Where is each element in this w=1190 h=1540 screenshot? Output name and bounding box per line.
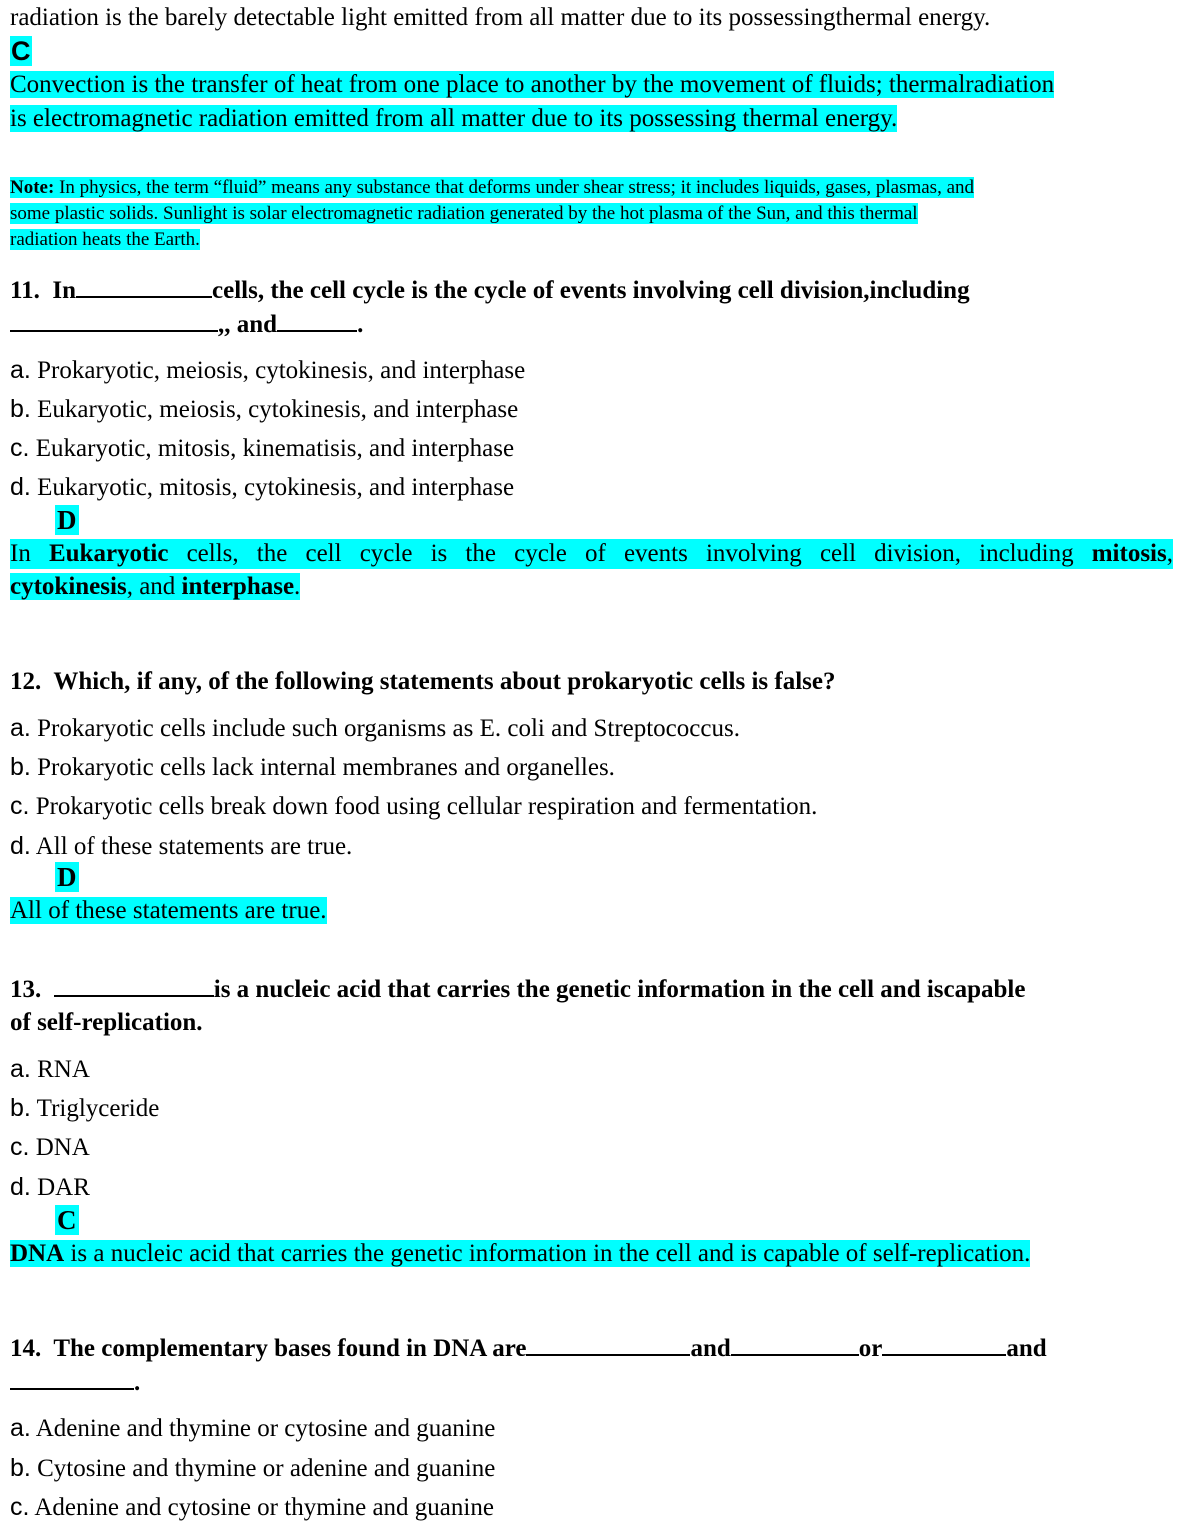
option-a[interactable]: a. Adenine and thymine or cytosine and guanine (10, 1414, 496, 1442)
blank[interactable] (277, 310, 357, 332)
question-14-options (10, 1413, 495, 1531)
answer-letter-11: D (57, 505, 77, 535)
explanation-11: In Eukaryotic cells, the cell cycle is the cycle of events involving cell division, including mitosis, cytokinesis, and interphase. (10, 540, 1173, 600)
question-14: 14. The complementary bases found in DNA are and or and . (10, 1335, 1047, 1396)
explanation-12: All of these statements are true. (10, 897, 327, 924)
answer-letter-prev: C (11, 36, 31, 66)
option-b[interactable]: b. Triglyceride (10, 1094, 160, 1122)
question-13: 13. is a nucleic acid that carries the genetic information in the cell and iscapable of self-replication. (10, 976, 1026, 1036)
question-12-options (10, 713, 817, 870)
question-12: 12. Which, if any, of the following statements about prokaryotic cells is false? (10, 668, 836, 695)
blank[interactable] (882, 1334, 1006, 1356)
blank[interactable] (10, 310, 218, 332)
blank[interactable] (731, 1334, 859, 1356)
blank[interactable] (54, 975, 214, 997)
option-a[interactable]: a. Prokaryotic, meiosis, cytokinesis, and interphase (10, 356, 526, 384)
blank[interactable] (76, 276, 212, 298)
option-b[interactable]: b. Eukaryotic, meiosis, cytokinesis, and interphase (10, 395, 519, 423)
option-a[interactable]: a. RNA (10, 1055, 90, 1083)
option-b[interactable]: b. Cytosine and thymine or adenine and guanine (10, 1454, 496, 1482)
blank[interactable] (526, 1334, 690, 1356)
option-d[interactable]: d. All of these statements are true. (10, 832, 353, 860)
option-c[interactable]: c. Eukaryotic, mitosis, kinematisis, and interphase (10, 434, 515, 462)
question-13-options (10, 1054, 159, 1211)
option-c[interactable]: c. DNA (10, 1133, 90, 1161)
answer-letter-12: D (57, 862, 77, 892)
blank[interactable] (10, 1368, 134, 1390)
option-c[interactable]: c. Prokaryotic cells break down food using cellular respiration and fermentation. (10, 792, 818, 820)
question-11-options (10, 355, 525, 511)
note-block: Note: In physics, the term “fluid” means any substance that deforms under shear stress; it includes liquids, gases, plasmas, and some plastic solids. Sunlight is solar electromagnetic radiation generated by the hot plasma of the Sun, and this thermal radiation heats the Earth. (10, 177, 975, 250)
intro-line: radiation is the barely detectable light emitted from all matter due to its possessingthermal energy. (10, 4, 991, 31)
explanation-prev: Convection is the transfer of heat from one place to another by the movement of fluids; thermalradiation is electromagnetic radiation emitted from all matter due to its possessing thermal energy. (10, 71, 1055, 132)
option-a[interactable]: a. Prokaryotic cells include such organisms as E. coli and Streptococcus. (10, 714, 740, 742)
question-11: 11. In cells, the cell cycle is the cycle of events involving cell division,including ,, and . (10, 277, 970, 338)
explanation-13: DNA is a nucleic acid that carries the genetic information in the cell and is capable of self-replication. (10, 1240, 1031, 1267)
option-d[interactable]: d. DAR (10, 1173, 90, 1201)
option-b[interactable]: b. Prokaryotic cells lack internal membranes and organelles. (10, 753, 615, 781)
option-c[interactable]: c. Adenine and cytosine or thymine and guanine (10, 1493, 494, 1521)
option-d[interactable]: d. Eukaryotic, mitosis, cytokinesis, and interphase (10, 473, 515, 501)
answer-letter-13: C (57, 1205, 77, 1235)
